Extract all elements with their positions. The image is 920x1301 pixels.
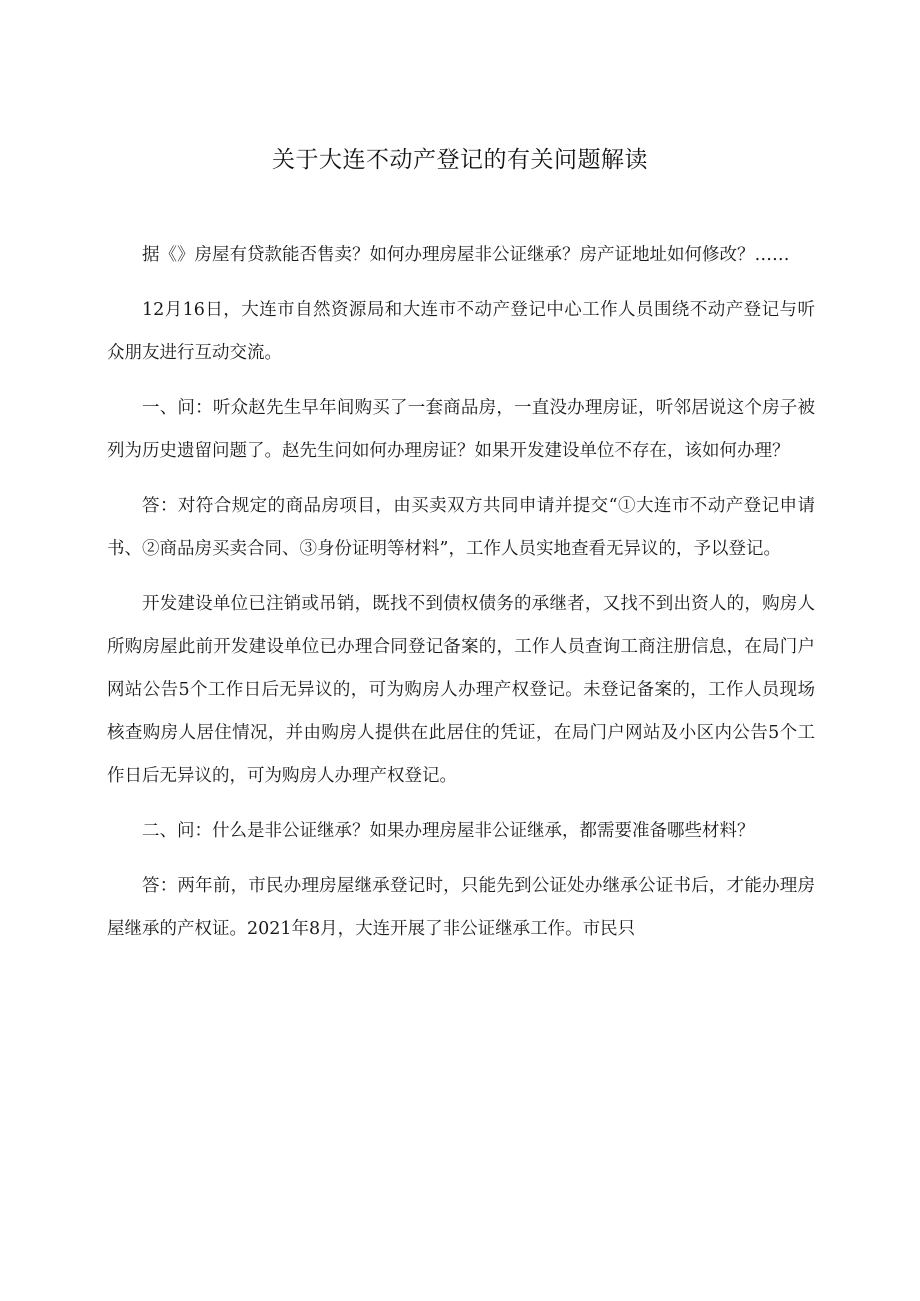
document-body [107,234,815,963]
paragraph-answer-1: 答：对符合规定的商品房项目，由买卖双方共同申请并提交“①大连市不动产登记申请书、②商品房买卖合同、③身份证明等材料”，工作人员实地查看无异议的，予以登记。 [107,496,815,559]
paragraph-question-2: 二、问：什么是非公证继承？如果办理房屋非公证继承，都需要准备哪些材料？ [142,821,755,841]
paragraph-event: 12月16日，大连市自然资源局和大连市不动产登记中心工作人员围绕不动产登记与听众朋友进行互动交流。 [107,300,815,363]
paragraph-intro: 据《》房屋有贷款能否售卖？如何办理房屋非公证继承？房产证地址如何修改？…… [142,245,790,265]
paragraph-question-1: 一、问：听众赵先生早年间购买了一套商品房，一直没办理房证，听邻居说这个房子被列为历史遗留问题了。赵先生问如何办理房证？如果开发建设单位不存在，该如何办理？ [107,398,815,461]
paragraph-answer-1-detail: 开发建设单位已注销或吊销，既找不到债权债务的承继者，又找不到出资人的，购房人所购房屋此前开发建设单位已办理合同登记备案的，工作人员查询工商注册信息，在局门户网站公告5个工作日后无异议的，可为购房人办理产权登记。未登记备案的，工作人员现场核查购房人居住情况，并由购房人提供在此居住的凭证，在局门户网站及小区内公告5个工作日后无异议的，可为购房人办理产权登记。 [107,594,815,786]
paragraph-answer-2: 答：两年前，市民办理房屋继承登记时，只能先到公证处办继承公证书后，才能办理房屋继承的产权证。2021年8月，大连开展了非公证继承工作。市民只 [107,876,815,939]
document-title: 关于大连不动产登记的有关问题解读 [272,147,648,173]
